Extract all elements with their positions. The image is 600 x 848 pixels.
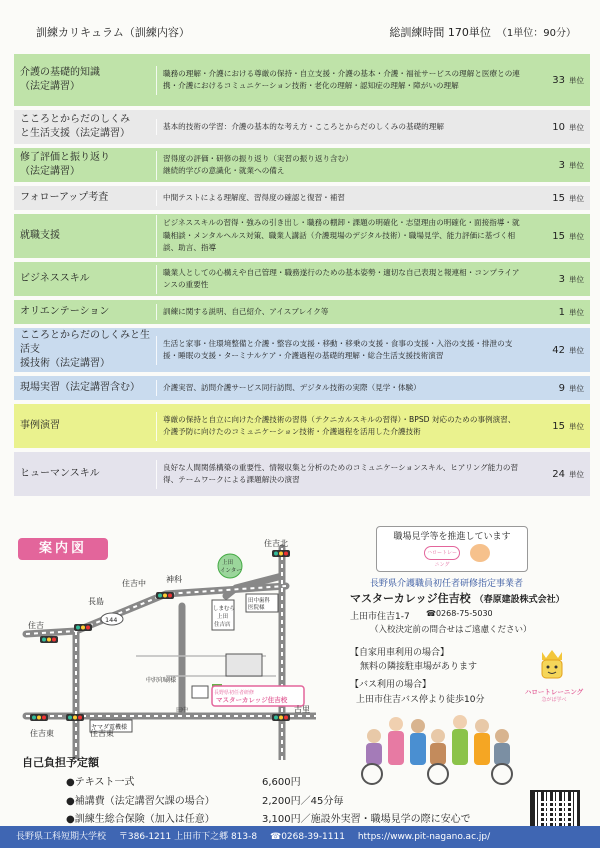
curriculum-row xyxy=(14,328,590,372)
map-label-tanaka: 田中 xyxy=(176,707,189,714)
school-designation: 長野県介護職員初任者研修指定事業者 xyxy=(370,579,524,589)
curriculum-title: 訓練カリキュラム（訓練内容） xyxy=(36,26,190,39)
course-name: 事例演習 xyxy=(20,420,60,431)
map-label-ueda-ic-1: 上田 xyxy=(222,560,234,566)
course-description: ビジネススキルの習得・強みの引き出し・職務の棚卸・課題の明確化・志望理由の明確化・面接指導・就職相談・メンタルヘルス対策、職業人講話（介護現場のデジタル技術）・職場見学、能力評価に基づく相談、助言、指導 xyxy=(156,215,526,257)
curriculum-row xyxy=(14,300,590,324)
cost-item-label: ●補講費（法定講習欠課の場合） xyxy=(66,796,215,807)
course-units xyxy=(526,75,590,86)
map-label-shimamura-1: しまむら xyxy=(213,606,236,612)
footer-url[interactable]: https://www.pit-nagano.ac.jp/ xyxy=(357,832,491,842)
map-title: 案内図 xyxy=(18,538,108,560)
course-name: こころとからだのしくみ と生活支援（法定講習） xyxy=(20,114,130,139)
course-units-value: 9 xyxy=(558,382,565,394)
course-units-value: 15 xyxy=(552,230,565,242)
map-label-yamada: ヤマダ電機様 xyxy=(91,724,128,731)
course-description: 尊厳の保持と自立に向けた介護技術の習得（テクニカルスキルの習得）・BPSD 対応のための事例演習、介護予防に向けたのコミュニケーション技術・介護過程を活用した介護技術 xyxy=(156,412,526,441)
course-units-label: 単位 xyxy=(569,469,584,479)
cost-item-label: ●テキスト一式 xyxy=(66,777,135,788)
course-units-value: 15 xyxy=(552,192,565,204)
course-name: オリエンテーション xyxy=(20,306,110,317)
course-units-label: 単位 xyxy=(569,122,584,132)
school-name-text: マスターカレッジ住吉校 xyxy=(350,592,471,605)
course-units-value: 42 xyxy=(552,344,565,356)
total-hours-text: 総訓練時間 170単位 xyxy=(389,26,491,39)
school-name xyxy=(350,590,565,606)
hello-training-logo: ハロートレーニング xyxy=(424,546,460,560)
course-units xyxy=(526,193,590,204)
mascot-icon xyxy=(534,646,570,682)
curriculum-row xyxy=(14,404,590,448)
course-name: 現場実習（法定講習含む） xyxy=(20,382,140,393)
unit-note: （1単位：90分） xyxy=(496,28,576,39)
car-text: 無料の隣接駐車場があります xyxy=(360,662,478,672)
map-label-kamibayashi: 神科 xyxy=(166,575,182,584)
course-description: 良好な人間関係構築の重要性、情報収集と分析のためのコミュニケーションスキル、ヒアリング能力の習得、テームワークによる課題解決の演習 xyxy=(156,460,526,489)
course-units xyxy=(526,274,590,285)
curriculum-row xyxy=(14,214,590,258)
bus-title: 【バス利用の場合】 xyxy=(350,680,432,690)
map-label-sumiyoshi-higashi-2: 住吉東 xyxy=(90,729,114,738)
course-units-value: 15 xyxy=(552,420,565,432)
map-label-iryo-2: 医院様 xyxy=(248,605,265,611)
curriculum-row xyxy=(14,186,590,210)
school-operator: （春原建設株式会社） xyxy=(474,595,565,605)
course-units-value: 1 xyxy=(558,306,565,318)
course-units-label: 単位 xyxy=(569,160,584,170)
course-units xyxy=(526,122,590,133)
map-label-sumiyoshi-naka: 住吉中 xyxy=(122,579,146,588)
course-name: 介護の基礎的知識 （法定講習） xyxy=(20,67,100,92)
course-name: フォローアップ考査 xyxy=(20,192,109,203)
course-units-label: 単位 xyxy=(569,231,584,241)
cost-item-value: 3,100円／施設外実習・職場見学の際に安心で xyxy=(262,814,471,825)
cost-item-label: ●訓練生総合保険（加入は任意） xyxy=(66,814,215,825)
map-label-ueda-ic-2: インター xyxy=(220,568,242,574)
map-label-school: マスターカレッジ住吉校 xyxy=(216,696,288,704)
footer-tel: ☎0268-39-1111 xyxy=(269,832,345,842)
map-label-nagashima: 長島 xyxy=(88,597,104,606)
total-hours xyxy=(389,24,576,40)
map-label-sumiyoshi-higashi: 住吉東 xyxy=(30,729,54,738)
map-label-iryo-1: 田中歯科 xyxy=(248,598,271,604)
course-description: 職業人としての心構えや自己管理・職務遂行のための基本姿勢・適切な自己表現と報連相・コンプライアンスの重要性 xyxy=(156,265,526,294)
course-description: 習得度の評価・研修の振り返り（実習の振り返り含む） 継続的学びの意識化・就業への備え xyxy=(156,151,526,180)
course-units xyxy=(526,421,590,432)
course-units-value: 3 xyxy=(558,273,565,285)
course-description: 生活と家事・住環境整備と介護・整容の支援・移動・移乗の支援・食事の支援・入浴の支援・排泄の支援・睡眠の支援・ターミナルケア・介護過程の基礎的理解・総合生活支援技術演習 xyxy=(156,336,526,365)
course-units xyxy=(526,307,590,318)
course-units xyxy=(526,345,590,356)
curriculum-header xyxy=(36,24,576,42)
bus-text: 上田市住吉バス停より徒歩10分 xyxy=(356,695,485,705)
course-units xyxy=(526,383,590,394)
footer-org: 長野県工科短期大学校 xyxy=(16,832,107,842)
people-illustration xyxy=(356,706,518,788)
course-units-value: 24 xyxy=(552,468,565,480)
course-units xyxy=(526,469,590,480)
curriculum-row xyxy=(14,262,590,296)
map-label-sumiyoshi: 住吉 xyxy=(28,621,44,630)
access-map xyxy=(16,536,316,760)
curriculum-row xyxy=(14,452,590,496)
curriculum-row xyxy=(14,110,590,144)
course-units-label: 単位 xyxy=(569,193,584,203)
map-label-school-small: 長野県初任者研修 xyxy=(214,690,255,696)
course-name: ビジネススキル xyxy=(20,273,90,284)
school-address: 上田市住吉1-7 xyxy=(350,612,410,622)
course-units-label: 単位 xyxy=(569,421,584,431)
map-label-shimamura-3: 住吉店 xyxy=(214,622,231,628)
course-name: 修了評価と振り返り （法定講習） xyxy=(20,152,110,177)
course-description: 介護実習、訪問介護サービス同行訪問、デジタル技術の実際（見学・体験） xyxy=(156,380,526,397)
course-units-label: 単位 xyxy=(569,383,584,393)
footer-address: 〒386-1211 上田市下之郷 813-8 xyxy=(118,832,258,842)
course-name: こころとからだのしくみと生活支 援技術（法定講習） xyxy=(20,330,150,369)
course-units xyxy=(526,160,590,171)
curriculum-row xyxy=(14,54,590,106)
course-units-value: 3 xyxy=(558,159,565,171)
map-label-route144: 144 xyxy=(105,616,118,624)
cost-item-value: 2,200円／45分毎 xyxy=(262,796,344,807)
course-units-label: 単位 xyxy=(569,345,584,355)
map-label-shimamura-2: 上田 xyxy=(217,614,229,620)
car-title: 【自家用車利用の場合】 xyxy=(350,648,450,658)
curriculum-table xyxy=(14,54,590,500)
mascot-sub: 急がば学べ xyxy=(541,697,567,703)
promo-illustration xyxy=(470,544,490,562)
mascot-caption: ハロートレーニング xyxy=(524,688,584,696)
school-tel: ☎0268-75-5030 xyxy=(426,609,493,618)
course-units-label: 単位 xyxy=(569,307,584,317)
school-note: （入校決定前の問合せはご遠慮ください） xyxy=(370,625,532,635)
map-label-nakazawa: 中沢印刷様 xyxy=(146,677,177,684)
course-description: 訓練に関する説明、自己紹介、アイスブレイク等 xyxy=(156,304,526,321)
map-label-sumiyoshi-kita: 住吉北 xyxy=(264,539,288,548)
cost-title: 自己負担予定額 xyxy=(22,756,99,769)
curriculum-row xyxy=(14,148,590,182)
course-description: 中間テストによる理解度、習得度の確認と復習・補習 xyxy=(156,190,526,207)
footer xyxy=(0,826,600,848)
course-description: 基本的技術の学習：介護の基本的な考え方・こころとからだのしくみの基礎的理解 xyxy=(156,119,526,136)
curriculum-row xyxy=(14,376,590,400)
course-name: ヒューマンスキル xyxy=(20,468,100,479)
course-units xyxy=(526,231,590,242)
map-label-furusato: 古里 xyxy=(294,705,310,714)
course-units-value: 10 xyxy=(552,121,565,133)
cost-item-value: 6,600円 xyxy=(262,777,301,788)
course-units-label: 単位 xyxy=(569,274,584,284)
course-name: 就職支援 xyxy=(20,230,60,241)
promo-title: 職場見学等を推進しています xyxy=(393,532,511,542)
course-units-label: 単位 xyxy=(569,75,584,85)
course-units-value: 33 xyxy=(552,74,565,86)
course-description: 職務の理解・介護における尊厳の保持・自立支援・介護の基本・介護・福祉サービスの理解と医療との連携・介護におけるコミュニケーション技術・老化の理解・認知症の理解・障がいの理解 xyxy=(156,66,526,95)
